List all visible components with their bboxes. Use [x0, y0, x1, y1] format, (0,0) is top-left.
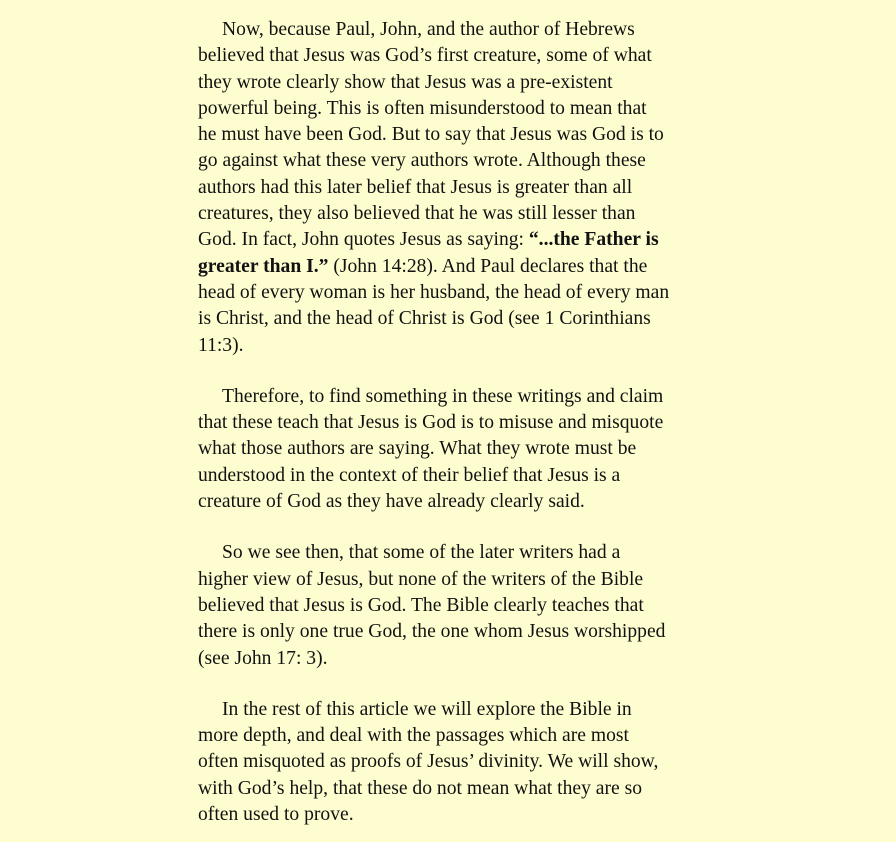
text-line: believed that Jesus was God’s first creature, some of what — [198, 45, 652, 67]
text-line: Now, because Paul, John, and the author of Hebrews — [222, 19, 635, 40]
quote-emphasis: “...the Father is — [528, 229, 659, 251]
text-line: often used to prove. — [198, 804, 354, 826]
quote-emphasis: greater than I.” — [198, 255, 329, 277]
text-line: there is only one true God, the one whom Jesus worshipped — [198, 621, 666, 643]
text-line: head of every woman is her husband, the head of every man — [198, 281, 670, 303]
text-line: creature of God as they have already clearly said. — [198, 491, 585, 513]
text-run: (John 14:28). And Paul declares that the — [328, 255, 648, 277]
text-line: with God’s help, that these do not mean what they are so — [198, 777, 643, 799]
text-line: more depth, and deal with the passages which are most — [198, 725, 629, 747]
paragraph-4 — [198, 697, 728, 828]
article-text — [198, 17, 728, 828]
paragraph-1 — [198, 17, 728, 359]
text-line: (see John 17: 3). — [198, 647, 328, 669]
paragraph-2 — [198, 384, 728, 515]
text-line: higher view of Jesus, but none of the writers of the Bible — [198, 568, 644, 590]
text-line: creatures, they also believed that he was still lesser than — [198, 203, 636, 225]
text-line — [198, 227, 728, 253]
text-line: that these teach that Jesus is God is to misuse and misquote — [198, 412, 664, 434]
text-run: God. In fact, John quotes Jesus as saying: — [198, 229, 529, 251]
text-line: authors had this later belief that Jesus is greater than all — [198, 176, 633, 198]
text-line: is Christ, and the head of Christ is God (see 1 Corinthians — [198, 308, 651, 330]
text-line: understood in the context of their belief that Jesus is a — [198, 464, 621, 486]
text-line: often misquoted as proofs of Jesus’ divinity. We will show, — [198, 751, 659, 773]
text-line: In the rest of this article we will explore the Bible in — [222, 698, 632, 720]
text-line: go against what these very authors wrote. Although these — [198, 150, 646, 172]
text-line: they wrote clearly show that Jesus was a pre-existent — [198, 71, 613, 93]
text-line: So we see then, that some of the later writers had a — [222, 542, 621, 564]
paragraph-3 — [198, 540, 728, 671]
text-line: believed that Jesus is God. The Bible clearly teaches that — [198, 594, 644, 616]
text-line: 11:3). — [198, 334, 244, 356]
text-line: he must have been God. But to say that Jesus was God is to — [198, 124, 664, 146]
text-line: Therefore, to find something in these writings and claim — [222, 385, 664, 407]
text-line: what those authors are saying. What they wrote must be — [198, 438, 637, 460]
text-line: powerful being. This is often misunderstood to mean that — [198, 97, 647, 119]
text-line — [198, 254, 728, 280]
